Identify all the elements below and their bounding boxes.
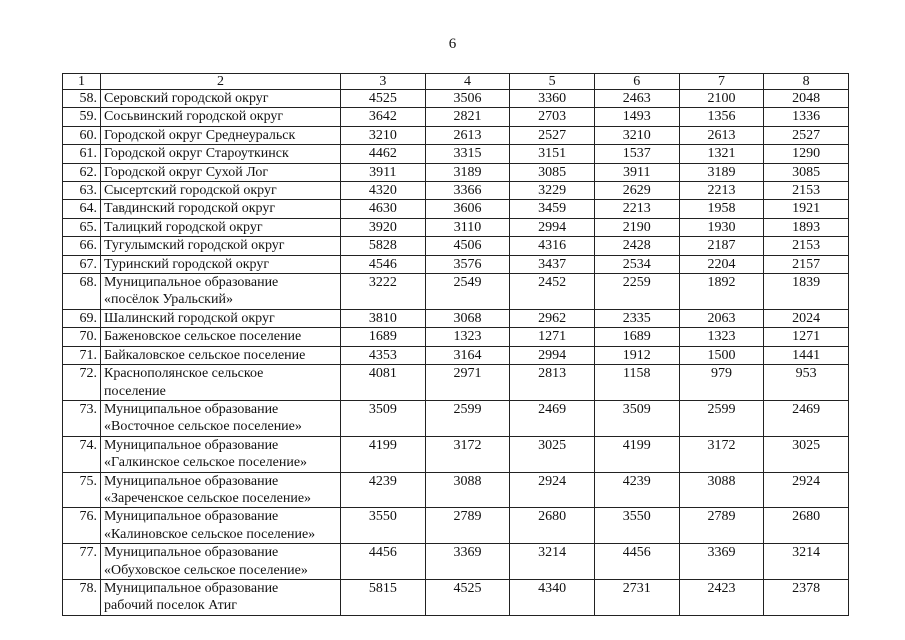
value-cell-col-6: 2335 bbox=[594, 309, 679, 327]
municipality-name-line: Шалинский городской округ bbox=[104, 310, 275, 326]
municipality-name-line: «Галкинское сельское поселение» bbox=[104, 455, 308, 471]
municipality-name-line: Байкаловское сельское поселение bbox=[104, 347, 306, 363]
value-cell-col-6: 1689 bbox=[594, 328, 679, 346]
table-row bbox=[63, 90, 849, 108]
value-cell-col-8: 2924 bbox=[764, 472, 849, 508]
column-header-7: 7 bbox=[679, 74, 764, 90]
value-cell-col-6: 3210 bbox=[594, 126, 679, 144]
table-row bbox=[63, 237, 849, 255]
value-cell-col-8: 3214 bbox=[764, 544, 849, 580]
value-cell-col-4: 3369 bbox=[425, 544, 510, 580]
column-header-5: 5 bbox=[510, 74, 595, 90]
value-cell-col-6: 2428 bbox=[594, 237, 679, 255]
municipality-name-line: Муниципальное образование bbox=[104, 545, 279, 561]
value-cell-col-7: 3189 bbox=[679, 163, 764, 181]
municipality-name-line: «Зареченское сельское поселение» bbox=[104, 490, 312, 506]
municipality-name-line: Тугулымский городской округ bbox=[104, 238, 285, 254]
value-cell-col-3: 4239 bbox=[341, 472, 426, 508]
row-number: 67. bbox=[63, 255, 101, 273]
value-cell-col-3: 4320 bbox=[341, 182, 426, 200]
municipality-name bbox=[101, 579, 341, 615]
municipality-name-line: Талицкий городской округ bbox=[104, 219, 263, 235]
municipality-name bbox=[101, 163, 341, 181]
table-row bbox=[63, 182, 849, 200]
row-number: 61. bbox=[63, 145, 101, 163]
value-cell-col-3: 3810 bbox=[341, 309, 426, 327]
value-cell-col-4: 4506 bbox=[425, 237, 510, 255]
value-cell-col-7: 2423 bbox=[679, 579, 764, 615]
table-row bbox=[63, 346, 849, 364]
value-cell-col-3: 4546 bbox=[341, 255, 426, 273]
table-row bbox=[63, 400, 849, 436]
municipality-name bbox=[101, 328, 341, 346]
municipality-name bbox=[101, 182, 341, 200]
value-cell-col-7: 3088 bbox=[679, 472, 764, 508]
row-number: 78. bbox=[63, 579, 101, 615]
municipality-name-line: Сосьвинский городской округ bbox=[104, 109, 284, 125]
value-cell-col-5: 2527 bbox=[510, 126, 595, 144]
value-cell-col-4: 2599 bbox=[425, 400, 510, 436]
value-cell-col-6: 2731 bbox=[594, 579, 679, 615]
municipality-name-line: Серовский городской округ bbox=[104, 91, 269, 106]
table-row bbox=[63, 274, 849, 310]
table-row bbox=[63, 472, 849, 508]
table-row bbox=[63, 508, 849, 544]
column-header-3: 3 bbox=[341, 74, 426, 90]
value-cell-col-7: 2213 bbox=[679, 182, 764, 200]
value-cell-col-5: 3360 bbox=[510, 90, 595, 108]
value-cell-col-5: 4316 bbox=[510, 237, 595, 255]
value-cell-col-6: 3911 bbox=[594, 163, 679, 181]
value-cell-col-8: 2527 bbox=[764, 126, 849, 144]
row-number: 76. bbox=[63, 508, 101, 544]
value-cell-col-6: 1537 bbox=[594, 145, 679, 163]
row-number: 74. bbox=[63, 436, 101, 472]
value-cell-col-5: 3151 bbox=[510, 145, 595, 163]
value-cell-col-4: 2971 bbox=[425, 365, 510, 401]
value-cell-col-5: 3459 bbox=[510, 200, 595, 218]
value-cell-col-5: 3085 bbox=[510, 163, 595, 181]
value-cell-col-6: 2213 bbox=[594, 200, 679, 218]
municipality-name-line: Краснополянское сельское bbox=[104, 366, 264, 382]
value-cell-col-3: 4199 bbox=[341, 436, 426, 472]
header-row bbox=[63, 74, 849, 90]
value-cell-col-5: 2469 bbox=[510, 400, 595, 436]
row-number: 59. bbox=[63, 108, 101, 126]
column-header-8: 8 bbox=[764, 74, 849, 90]
value-cell-col-8: 2469 bbox=[764, 400, 849, 436]
value-cell-col-5: 2813 bbox=[510, 365, 595, 401]
value-cell-col-6: 2190 bbox=[594, 218, 679, 236]
table-row bbox=[63, 544, 849, 580]
value-cell-col-3: 4630 bbox=[341, 200, 426, 218]
municipality-name-line: «Восточное сельское поселение» bbox=[104, 419, 302, 435]
value-cell-col-4: 1323 bbox=[425, 328, 510, 346]
value-cell-col-3: 4081 bbox=[341, 365, 426, 401]
value-cell-col-3: 3210 bbox=[341, 126, 426, 144]
value-cell-col-7: 3369 bbox=[679, 544, 764, 580]
value-cell-col-7: 2204 bbox=[679, 255, 764, 273]
value-cell-col-7: 2100 bbox=[679, 90, 764, 108]
value-cell-col-5: 2452 bbox=[510, 274, 595, 310]
value-cell-col-5: 2962 bbox=[510, 309, 595, 327]
value-cell-col-3: 3920 bbox=[341, 218, 426, 236]
value-cell-col-5: 2680 bbox=[510, 508, 595, 544]
value-cell-col-5: 3025 bbox=[510, 436, 595, 472]
value-cell-col-8: 2024 bbox=[764, 309, 849, 327]
table-header bbox=[63, 74, 849, 90]
value-cell-col-4: 3366 bbox=[425, 182, 510, 200]
value-cell-col-5: 1271 bbox=[510, 328, 595, 346]
table-row bbox=[63, 255, 849, 273]
value-cell-col-7: 2063 bbox=[679, 309, 764, 327]
table-row bbox=[63, 328, 849, 346]
value-cell-col-4: 3506 bbox=[425, 90, 510, 108]
value-cell-col-7: 2599 bbox=[679, 400, 764, 436]
value-cell-col-8: 1290 bbox=[764, 145, 849, 163]
value-cell-col-4: 3172 bbox=[425, 436, 510, 472]
municipality-name-line: Муниципальное образование bbox=[104, 580, 279, 596]
value-cell-col-4: 3189 bbox=[425, 163, 510, 181]
value-cell-col-7: 1958 bbox=[679, 200, 764, 218]
row-number: 58. bbox=[63, 90, 101, 108]
value-cell-col-6: 2463 bbox=[594, 90, 679, 108]
row-number: 72. bbox=[63, 365, 101, 401]
value-cell-col-8: 2157 bbox=[764, 255, 849, 273]
value-cell-col-4: 3164 bbox=[425, 346, 510, 364]
value-cell-col-4: 3315 bbox=[425, 145, 510, 163]
municipality-name bbox=[101, 90, 341, 108]
value-cell-col-7: 1323 bbox=[679, 328, 764, 346]
municipality-name-line: Муниципальное образование bbox=[104, 437, 279, 453]
value-cell-col-7: 1930 bbox=[679, 218, 764, 236]
value-cell-col-7: 1356 bbox=[679, 108, 764, 126]
municipality-name bbox=[101, 108, 341, 126]
column-header-4: 4 bbox=[425, 74, 510, 90]
value-cell-col-8: 2378 bbox=[764, 579, 849, 615]
value-cell-col-7: 2187 bbox=[679, 237, 764, 255]
value-cell-col-4: 3110 bbox=[425, 218, 510, 236]
municipality-name bbox=[101, 508, 341, 544]
value-cell-col-6: 2259 bbox=[594, 274, 679, 310]
municipality-name-line: Муниципальное образование bbox=[104, 473, 279, 489]
value-cell-col-4: 2821 bbox=[425, 108, 510, 126]
row-number: 63. bbox=[63, 182, 101, 200]
municipality-name bbox=[101, 145, 341, 163]
value-cell-col-5: 2924 bbox=[510, 472, 595, 508]
value-cell-col-8: 2048 bbox=[764, 90, 849, 108]
row-number: 73. bbox=[63, 400, 101, 436]
value-cell-col-7: 1321 bbox=[679, 145, 764, 163]
table-row bbox=[63, 108, 849, 126]
value-cell-col-3: 3642 bbox=[341, 108, 426, 126]
value-cell-col-8: 1893 bbox=[764, 218, 849, 236]
value-cell-col-3: 4353 bbox=[341, 346, 426, 364]
value-cell-col-6: 1912 bbox=[594, 346, 679, 364]
row-number: 62. bbox=[63, 163, 101, 181]
municipality-name bbox=[101, 544, 341, 580]
value-cell-col-6: 3509 bbox=[594, 400, 679, 436]
municipality-name-line: Туринский городской округ bbox=[104, 256, 270, 272]
municipality-name bbox=[101, 274, 341, 310]
value-cell-col-5: 3229 bbox=[510, 182, 595, 200]
value-cell-col-8: 2153 bbox=[764, 237, 849, 255]
value-cell-col-6: 4239 bbox=[594, 472, 679, 508]
value-cell-col-6: 2629 bbox=[594, 182, 679, 200]
column-header-6: 6 bbox=[594, 74, 679, 90]
value-cell-col-8: 953 bbox=[764, 365, 849, 401]
row-number: 60. bbox=[63, 126, 101, 144]
municipality-name bbox=[101, 400, 341, 436]
value-cell-col-6: 3550 bbox=[594, 508, 679, 544]
row-number: 66. bbox=[63, 237, 101, 255]
municipality-name-line: Баженовское сельское поселение bbox=[104, 329, 302, 345]
value-cell-col-6: 2534 bbox=[594, 255, 679, 273]
municipality-name-line: «Обуховское сельское поселение» bbox=[104, 562, 308, 578]
municipality-name bbox=[101, 472, 341, 508]
municipality-name bbox=[101, 365, 341, 401]
municipality-name-line: Сысертский городской округ bbox=[104, 183, 277, 199]
value-cell-col-5: 4340 bbox=[510, 579, 595, 615]
table-row bbox=[63, 126, 849, 144]
column-header-2: 2 bbox=[101, 74, 341, 90]
municipality-name bbox=[101, 218, 341, 236]
value-cell-col-4: 4525 bbox=[425, 579, 510, 615]
value-cell-col-4: 2613 bbox=[425, 126, 510, 144]
value-cell-col-5: 2703 bbox=[510, 108, 595, 126]
value-cell-col-8: 3085 bbox=[764, 163, 849, 181]
table-row bbox=[63, 218, 849, 236]
municipality-name bbox=[101, 200, 341, 218]
municipality-name-line: Муниципальное образование bbox=[104, 509, 279, 525]
row-number: 77. bbox=[63, 544, 101, 580]
table-row bbox=[63, 579, 849, 615]
value-cell-col-4: 2789 bbox=[425, 508, 510, 544]
value-cell-col-4: 3606 bbox=[425, 200, 510, 218]
value-cell-col-5: 3214 bbox=[510, 544, 595, 580]
table-row bbox=[63, 163, 849, 181]
row-number: 71. bbox=[63, 346, 101, 364]
table-row bbox=[63, 436, 849, 472]
value-cell-col-7: 1892 bbox=[679, 274, 764, 310]
row-number: 75. bbox=[63, 472, 101, 508]
value-cell-col-3: 4525 bbox=[341, 90, 426, 108]
municipality-name-line: Муниципальное образование bbox=[104, 401, 279, 417]
value-cell-col-8: 1441 bbox=[764, 346, 849, 364]
value-cell-col-7: 979 bbox=[679, 365, 764, 401]
value-cell-col-4: 2549 bbox=[425, 274, 510, 310]
value-cell-col-3: 5828 bbox=[341, 237, 426, 255]
value-cell-col-3: 4456 bbox=[341, 544, 426, 580]
municipality-name-line: «Калиновское сельское поселение» bbox=[104, 526, 316, 542]
value-cell-col-6: 1158 bbox=[594, 365, 679, 401]
value-cell-col-5: 2994 bbox=[510, 346, 595, 364]
value-cell-col-6: 1493 bbox=[594, 108, 679, 126]
value-cell-col-6: 4456 bbox=[594, 544, 679, 580]
value-cell-col-3: 4462 bbox=[341, 145, 426, 163]
municipality-name-line: поселение bbox=[104, 383, 166, 399]
row-number: 68. bbox=[63, 274, 101, 310]
value-cell-col-8: 1921 bbox=[764, 200, 849, 218]
value-cell-col-4: 3088 bbox=[425, 472, 510, 508]
value-cell-col-7: 3172 bbox=[679, 436, 764, 472]
municipality-name bbox=[101, 126, 341, 144]
municipality-name bbox=[101, 346, 341, 364]
row-number: 69. bbox=[63, 309, 101, 327]
page-number: 6 bbox=[448, 36, 457, 52]
municipality-name-line: Муниципальное образование bbox=[104, 275, 279, 291]
value-cell-col-8: 2680 bbox=[764, 508, 849, 544]
data-table bbox=[62, 73, 849, 616]
value-cell-col-3: 5815 bbox=[341, 579, 426, 615]
value-cell-col-3: 3550 bbox=[341, 508, 426, 544]
table-row bbox=[63, 200, 849, 218]
value-cell-col-4: 3068 bbox=[425, 309, 510, 327]
row-number: 70. bbox=[63, 328, 101, 346]
municipality-name bbox=[101, 255, 341, 273]
municipality-name-line: «посёлок Уральский» bbox=[104, 292, 233, 308]
row-number: 65. bbox=[63, 218, 101, 236]
value-cell-col-4: 3576 bbox=[425, 255, 510, 273]
value-cell-col-7: 2613 bbox=[679, 126, 764, 144]
municipality-name bbox=[101, 309, 341, 327]
municipality-name-line: рабочий поселок Атиг bbox=[104, 598, 237, 614]
value-cell-col-8: 1336 bbox=[764, 108, 849, 126]
municipality-name bbox=[101, 237, 341, 255]
municipality-name bbox=[101, 436, 341, 472]
value-cell-col-3: 3509 bbox=[341, 400, 426, 436]
value-cell-col-7: 1500 bbox=[679, 346, 764, 364]
table-row bbox=[63, 309, 849, 327]
municipality-name-line: Городской округ Староуткинск bbox=[104, 146, 289, 162]
value-cell-col-5: 2994 bbox=[510, 218, 595, 236]
municipality-name-line: Городской округ Сухой Лог bbox=[104, 164, 269, 180]
municipality-name-line: Тавдинский городской округ bbox=[104, 201, 276, 217]
table-row bbox=[63, 365, 849, 401]
value-cell-col-3: 3911 bbox=[341, 163, 426, 181]
value-cell-col-5: 3437 bbox=[510, 255, 595, 273]
value-cell-col-6: 4199 bbox=[594, 436, 679, 472]
column-header-1: 1 bbox=[63, 74, 101, 90]
value-cell-col-3: 3222 bbox=[341, 274, 426, 310]
table-row bbox=[63, 145, 849, 163]
value-cell-col-8: 3025 bbox=[764, 436, 849, 472]
value-cell-col-7: 2789 bbox=[679, 508, 764, 544]
value-cell-col-8: 1839 bbox=[764, 274, 849, 310]
table-body bbox=[63, 90, 849, 616]
value-cell-col-3: 1689 bbox=[341, 328, 426, 346]
value-cell-col-8: 2153 bbox=[764, 182, 849, 200]
value-cell-col-8: 1271 bbox=[764, 328, 849, 346]
row-number: 64. bbox=[63, 200, 101, 218]
municipality-name-line: Городской округ Среднеуральск bbox=[104, 127, 296, 143]
